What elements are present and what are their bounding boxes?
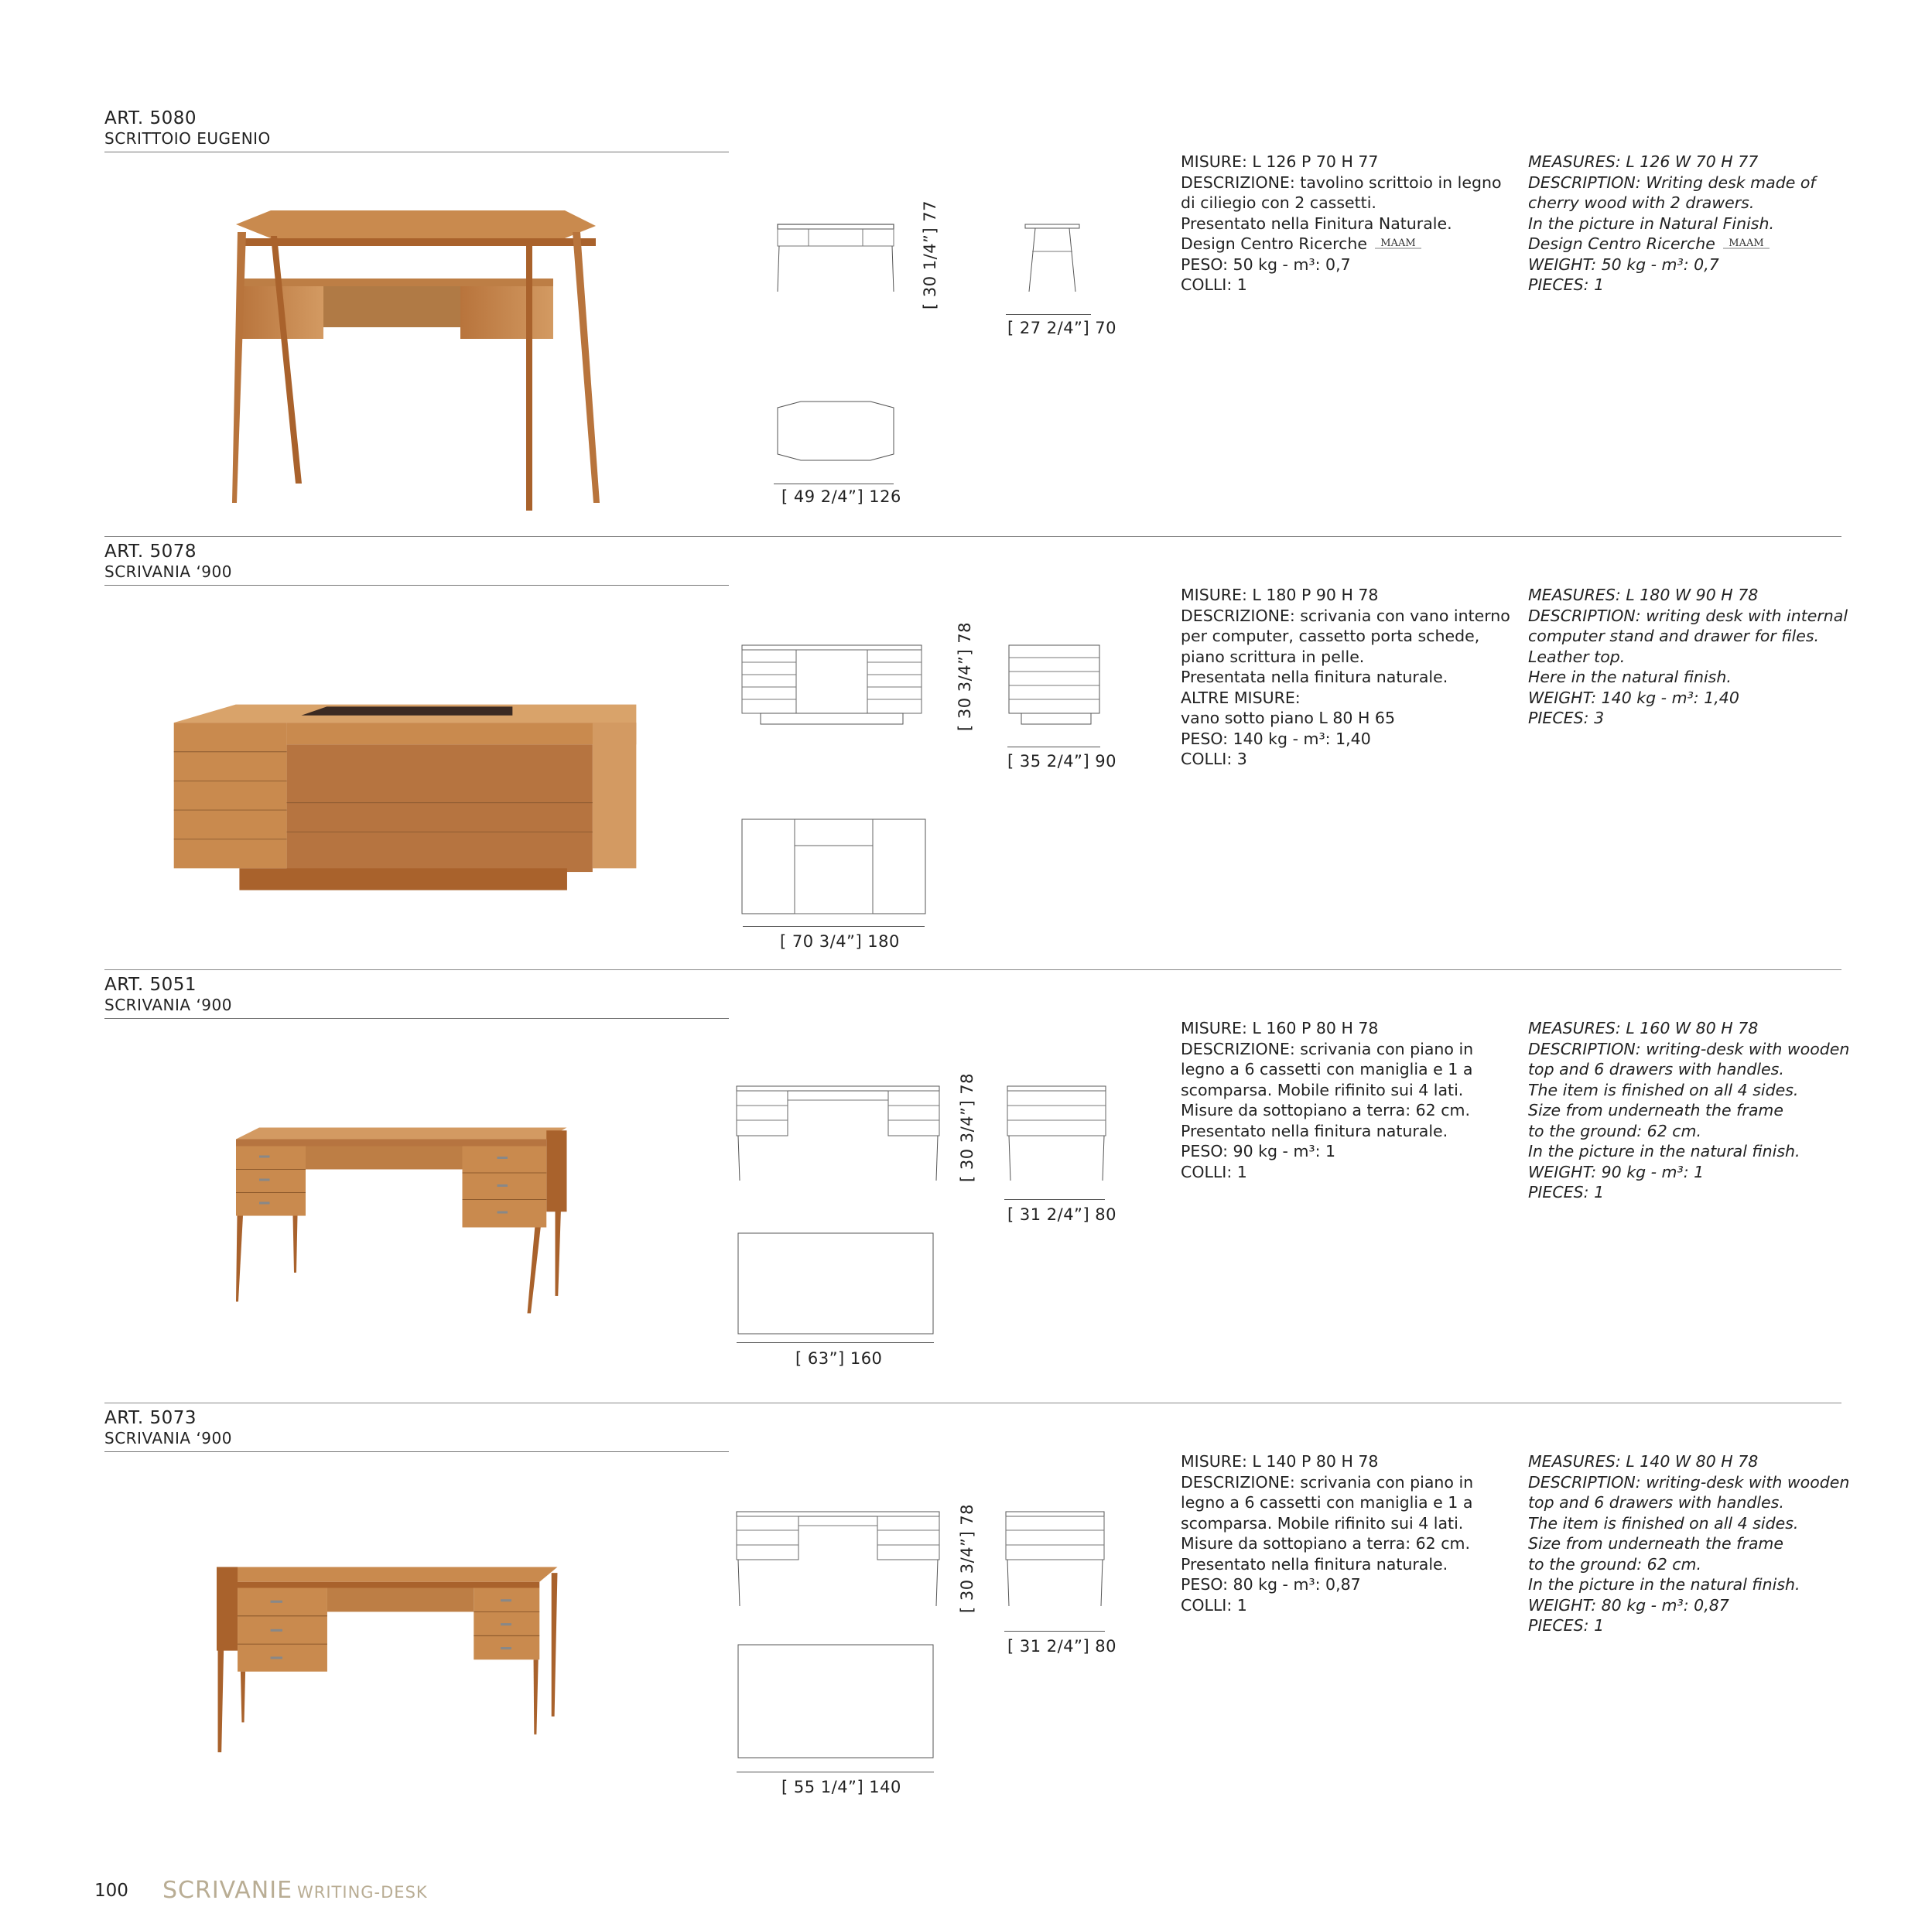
field-label: MISURE: xyxy=(1181,586,1247,604)
field-value: legno a 6 cassetti con maniglia e 1 a xyxy=(1181,1060,1473,1078)
description-line xyxy=(1181,749,1513,770)
field-label: COLLI: xyxy=(1181,750,1233,768)
field-label: MEASURES: xyxy=(1528,152,1621,171)
description-line xyxy=(1528,1492,1853,1513)
description-line xyxy=(1528,1039,1853,1060)
field-value: 140 kg - m³: 1,40 xyxy=(1228,729,1371,748)
description-line xyxy=(1528,1533,1853,1554)
article-code: ART. 5080 xyxy=(104,108,197,128)
description-line xyxy=(1528,1080,1853,1101)
dimension-height: [ 30 3/4”] 78 xyxy=(956,621,974,731)
field-value: Design Centro Ricerche xyxy=(1528,234,1715,253)
field-value: 1 xyxy=(1232,1595,1247,1615)
description-line xyxy=(1181,1039,1513,1060)
description-italian xyxy=(1181,1451,1513,1615)
field-value: L 160 P 80 H 78 xyxy=(1246,1019,1379,1037)
field-value: scrivania con piano in xyxy=(1294,1472,1474,1492)
maam-logo xyxy=(1720,236,1773,253)
description-line xyxy=(1181,1080,1513,1101)
field-value: L 126 P 70 H 77 xyxy=(1246,152,1379,171)
article-name: SCRIVANIA ‘900 xyxy=(104,996,232,1014)
field-label: MISURE: xyxy=(1181,1452,1247,1471)
drawing-side xyxy=(1003,1509,1107,1609)
description-line xyxy=(1181,729,1513,750)
field-value: writing-desk with wooden xyxy=(1640,1039,1850,1058)
field-value: 3 xyxy=(1588,709,1605,727)
drawing-front xyxy=(733,1083,942,1184)
field-value: Presentato nella finitura naturale. xyxy=(1181,1554,1448,1574)
product-section-5051 xyxy=(0,975,1932,1408)
drawing-plan xyxy=(735,1642,936,1762)
field-label: PESO: xyxy=(1181,255,1229,274)
field-value: legno a 6 cassetti con maniglia e 1 a xyxy=(1181,1493,1473,1512)
field-value: Size from underneath the frame xyxy=(1528,1101,1783,1119)
description-line xyxy=(1528,1451,1853,1472)
field-label: MISURE: xyxy=(1181,152,1247,171)
description-line xyxy=(1181,193,1513,214)
page-number: 100 xyxy=(94,1881,128,1901)
article-code: ART. 5078 xyxy=(104,542,197,562)
field-value: L 160 W 80 H 78 xyxy=(1620,1019,1759,1037)
description-line xyxy=(1181,152,1513,173)
description-line xyxy=(1528,606,1853,627)
description-line xyxy=(1181,667,1513,688)
field-label: DESCRIPTION: xyxy=(1528,1472,1641,1492)
svg-text:MAAM: MAAM xyxy=(1380,238,1416,249)
field-value: piano scrittura in pelle. xyxy=(1181,647,1365,666)
field-value: to the ground: 62 cm. xyxy=(1528,1121,1702,1140)
description-line xyxy=(1528,708,1853,729)
field-label: PIECES: xyxy=(1528,709,1589,727)
dimension-depth: [ 31 2/4”] 80 xyxy=(1007,1637,1117,1656)
description-line xyxy=(1528,1141,1853,1162)
article-code: ART. 5051 xyxy=(104,975,197,995)
description-english xyxy=(1528,152,1853,296)
description-line xyxy=(1528,1018,1853,1039)
section-separator xyxy=(104,969,1841,970)
product-photo-desk-eugenio xyxy=(162,170,689,511)
field-value: 80 kg - m³: 0,87 xyxy=(1596,1595,1729,1615)
field-value: 80 kg - m³: 0,87 xyxy=(1228,1575,1361,1594)
field-value: L 140 P 80 H 78 xyxy=(1246,1452,1379,1471)
description-line xyxy=(1181,1595,1513,1616)
field-label: ALTRE MISURE: xyxy=(1181,688,1301,707)
field-value: 50 kg - m³: 0,7 xyxy=(1228,255,1351,274)
field-value: The item is finished on all 4 sides. xyxy=(1528,1513,1799,1533)
title-rule xyxy=(104,1018,729,1019)
field-value: In the picture in the natural finish. xyxy=(1528,1142,1800,1160)
description-line xyxy=(1181,626,1513,647)
field-value: 1 xyxy=(1588,1616,1605,1635)
field-value: per computer, cassetto porta schede, xyxy=(1181,627,1480,645)
field-value: In the picture in the natural finish. xyxy=(1528,1575,1800,1594)
field-value: scomparsa. Mobile rifinito sui 4 lati. xyxy=(1181,1513,1464,1533)
description-line xyxy=(1181,255,1513,275)
product-section-5073 xyxy=(0,1408,1932,1841)
description-line xyxy=(1181,1059,1513,1080)
field-value: 90 kg - m³: 1 xyxy=(1596,1162,1705,1181)
field-value: The item is finished on all 4 sides. xyxy=(1528,1080,1799,1099)
field-label: PESO: xyxy=(1181,729,1229,748)
description-italian xyxy=(1181,585,1513,770)
field-label: COLLI: xyxy=(1181,1595,1233,1615)
field-label: WEIGHT: xyxy=(1528,1595,1597,1615)
dimension-rule xyxy=(1006,314,1091,315)
field-value: scrivania con piano in xyxy=(1294,1039,1474,1058)
article-name: SCRITTOIO EUGENIO xyxy=(104,129,271,148)
dimension-rule xyxy=(1004,1199,1105,1200)
product-photo-desk-900-compact xyxy=(197,1555,631,1818)
field-value: top and 6 drawers with handles. xyxy=(1528,1060,1784,1078)
description-line xyxy=(1528,1615,1853,1636)
dimension-height: [ 30 3/4”] 78 xyxy=(958,1503,976,1613)
description-line xyxy=(1181,1472,1513,1493)
field-label: DESCRIPTION: xyxy=(1528,1039,1641,1058)
description-line xyxy=(1528,214,1853,234)
description-line xyxy=(1528,1100,1853,1121)
field-label: MISURE: xyxy=(1181,1019,1247,1037)
field-value: Design Centro Ricerche xyxy=(1181,234,1367,253)
dimension-width: [ 70 3/4”] 180 xyxy=(780,932,900,951)
field-value: Size from underneath the frame xyxy=(1528,1534,1783,1553)
field-value: di ciliegio con 2 cassetti. xyxy=(1181,193,1376,212)
drawing-side xyxy=(1006,642,1103,727)
title-rule xyxy=(104,585,729,586)
description-english xyxy=(1528,585,1853,729)
dimension-depth: [ 31 2/4”] 80 xyxy=(1007,1205,1117,1224)
field-label: DESCRIZIONE: xyxy=(1181,1472,1295,1492)
field-value: 1 xyxy=(1588,275,1605,294)
product-photo-desk-900-six-drawers xyxy=(197,1122,646,1377)
dimension-width: [ 49 2/4”] 126 xyxy=(781,487,901,506)
drawing-side xyxy=(1021,220,1083,298)
field-label: COLLI: xyxy=(1181,1162,1233,1181)
description-line xyxy=(1181,1100,1513,1121)
description-line xyxy=(1528,1059,1853,1080)
description-line xyxy=(1181,708,1513,729)
description-line xyxy=(1528,193,1853,214)
field-value: Here in the natural finish. xyxy=(1528,668,1732,686)
field-label: WEIGHT: xyxy=(1528,1162,1597,1181)
field-value: scrivania con vano interno xyxy=(1294,606,1510,625)
field-value: 1 xyxy=(1588,1183,1605,1201)
field-value: top and 6 drawers with handles. xyxy=(1528,1493,1784,1512)
dimension-height: [ 30 3/4”] 78 xyxy=(958,1072,976,1182)
field-value: 3 xyxy=(1232,750,1247,768)
dimension-rule xyxy=(1004,1631,1105,1632)
description-line xyxy=(1528,255,1853,275)
description-line xyxy=(1528,275,1853,296)
description-line xyxy=(1181,1121,1513,1142)
description-line xyxy=(1528,234,1853,255)
field-label: PIECES: xyxy=(1528,1183,1589,1201)
description-line xyxy=(1528,1182,1853,1203)
drawing-front xyxy=(733,1509,942,1609)
dimension-rule xyxy=(743,926,925,927)
field-value: 50 kg - m³: 0,7 xyxy=(1596,255,1719,274)
dimension-depth: [ 27 2/4”] 70 xyxy=(1007,319,1117,337)
description-line xyxy=(1528,1554,1853,1575)
field-label: WEIGHT: xyxy=(1528,688,1597,707)
drawing-front xyxy=(739,642,925,727)
field-value: tavolino scrittoio in legno xyxy=(1294,173,1502,192)
dimension-width: [ 55 1/4”] 140 xyxy=(781,1778,901,1796)
description-line xyxy=(1181,1554,1513,1575)
field-value: scomparsa. Mobile rifinito sui 4 lati. xyxy=(1181,1080,1464,1099)
field-value: L 180 W 90 H 78 xyxy=(1620,586,1759,604)
description-line xyxy=(1181,606,1513,627)
description-line xyxy=(1181,1141,1513,1162)
field-label: DESCRIPTION: xyxy=(1528,173,1641,192)
article-name: SCRIVANIA ‘900 xyxy=(104,1429,232,1447)
description-line xyxy=(1181,688,1513,709)
field-label: PESO: xyxy=(1181,1575,1229,1594)
article-name: SCRIVANIA ‘900 xyxy=(104,562,232,581)
field-value: 140 kg - m³: 1,40 xyxy=(1596,688,1739,707)
drawing-plan xyxy=(774,398,898,464)
description-line xyxy=(1528,1162,1853,1183)
field-value: writing-desk with wooden xyxy=(1640,1472,1850,1492)
description-line xyxy=(1528,626,1853,647)
description-line xyxy=(1181,1162,1513,1183)
description-line xyxy=(1181,585,1513,606)
description-line xyxy=(1181,214,1513,234)
description-line xyxy=(1528,1574,1853,1595)
drawing-plan xyxy=(739,816,928,917)
description-line xyxy=(1181,173,1513,193)
field-value: Presentata nella finitura naturale. xyxy=(1181,668,1448,686)
field-value: L 126 W 70 H 77 xyxy=(1620,152,1759,171)
field-value: Writing desk made of xyxy=(1640,173,1816,192)
description-line xyxy=(1181,1574,1513,1595)
description-line xyxy=(1181,1513,1513,1534)
description-line xyxy=(1528,1472,1853,1493)
field-value: L 140 W 80 H 78 xyxy=(1620,1452,1759,1471)
description-line xyxy=(1181,1533,1513,1554)
description-line xyxy=(1181,1018,1513,1039)
description-italian xyxy=(1181,1018,1513,1182)
field-value: vano sotto piano L 80 H 65 xyxy=(1181,709,1395,727)
article-code: ART. 5073 xyxy=(104,1408,197,1428)
field-label: DESCRIPTION: xyxy=(1528,606,1641,625)
dimension-width: [ 63”] 160 xyxy=(795,1349,883,1368)
product-photo-desk-900-block xyxy=(170,603,665,944)
field-value: to the ground: 62 cm. xyxy=(1528,1554,1702,1574)
field-value: cherry wood with 2 drawers. xyxy=(1528,193,1755,212)
field-label: DESCRIZIONE: xyxy=(1181,1039,1295,1058)
description-line xyxy=(1528,647,1853,668)
field-value: In the picture in Natural Finish. xyxy=(1528,214,1774,233)
field-value: Misure da sottopiano a terra: 62 cm. xyxy=(1181,1534,1470,1553)
field-value: Leather top. xyxy=(1528,647,1626,666)
field-value: L 180 P 90 H 78 xyxy=(1246,586,1379,604)
footer-subtitle: WRITING-DESK xyxy=(297,1883,428,1902)
description-line xyxy=(1181,1492,1513,1513)
field-value: Presentato nella Finitura Naturale. xyxy=(1181,214,1452,233)
description-line xyxy=(1528,585,1853,606)
field-label: PIECES: xyxy=(1528,1616,1589,1635)
footer-title: SCRIVANIE xyxy=(162,1877,293,1904)
description-line xyxy=(1528,152,1853,173)
description-line xyxy=(1528,1121,1853,1142)
description-line xyxy=(1528,1513,1853,1534)
description-english xyxy=(1528,1018,1853,1203)
dimension-rule xyxy=(737,1342,934,1343)
product-section-5078 xyxy=(0,542,1932,975)
dimension-depth: [ 35 2/4”] 90 xyxy=(1007,752,1117,771)
field-value: computer stand and drawer for files. xyxy=(1528,627,1820,645)
section-separator xyxy=(104,536,1841,537)
field-value: 1 xyxy=(1232,1162,1247,1181)
description-line xyxy=(1528,688,1853,709)
description-line xyxy=(1181,1451,1513,1472)
svg-text:MAAM: MAAM xyxy=(1729,238,1764,249)
dimension-height: [ 30 1/4”] 77 xyxy=(921,200,939,309)
drawing-front xyxy=(774,220,898,298)
field-label: DESCRIZIONE: xyxy=(1181,173,1295,192)
description-line xyxy=(1181,275,1513,296)
title-rule xyxy=(104,1451,729,1452)
drawing-side xyxy=(1004,1083,1109,1184)
field-value: Presentato nella finitura naturale. xyxy=(1181,1121,1448,1140)
field-label: PESO: xyxy=(1181,1142,1229,1160)
description-line xyxy=(1528,667,1853,688)
description-line xyxy=(1528,173,1853,193)
field-label: COLLI: xyxy=(1181,275,1233,294)
field-value: Misure da sottopiano a terra: 62 cm. xyxy=(1181,1101,1470,1119)
field-value: writing desk with internal xyxy=(1640,606,1848,625)
description-english xyxy=(1528,1451,1853,1636)
field-label: MEASURES: xyxy=(1528,1019,1621,1037)
field-label: PIECES: xyxy=(1528,275,1589,294)
field-label: DESCRIZIONE: xyxy=(1181,606,1295,625)
field-label: MEASURES: xyxy=(1528,1452,1621,1471)
drawing-plan xyxy=(735,1230,936,1338)
maam-logo xyxy=(1372,236,1424,253)
field-value: 1 xyxy=(1232,275,1247,294)
field-label: WEIGHT: xyxy=(1528,255,1597,274)
description-line xyxy=(1528,1595,1853,1616)
field-value: 90 kg - m³: 1 xyxy=(1228,1142,1336,1160)
description-line xyxy=(1181,647,1513,668)
description-italian xyxy=(1181,152,1513,296)
product-section-5080 xyxy=(0,108,1932,542)
field-label: MEASURES: xyxy=(1528,586,1621,604)
description-line xyxy=(1181,234,1513,255)
